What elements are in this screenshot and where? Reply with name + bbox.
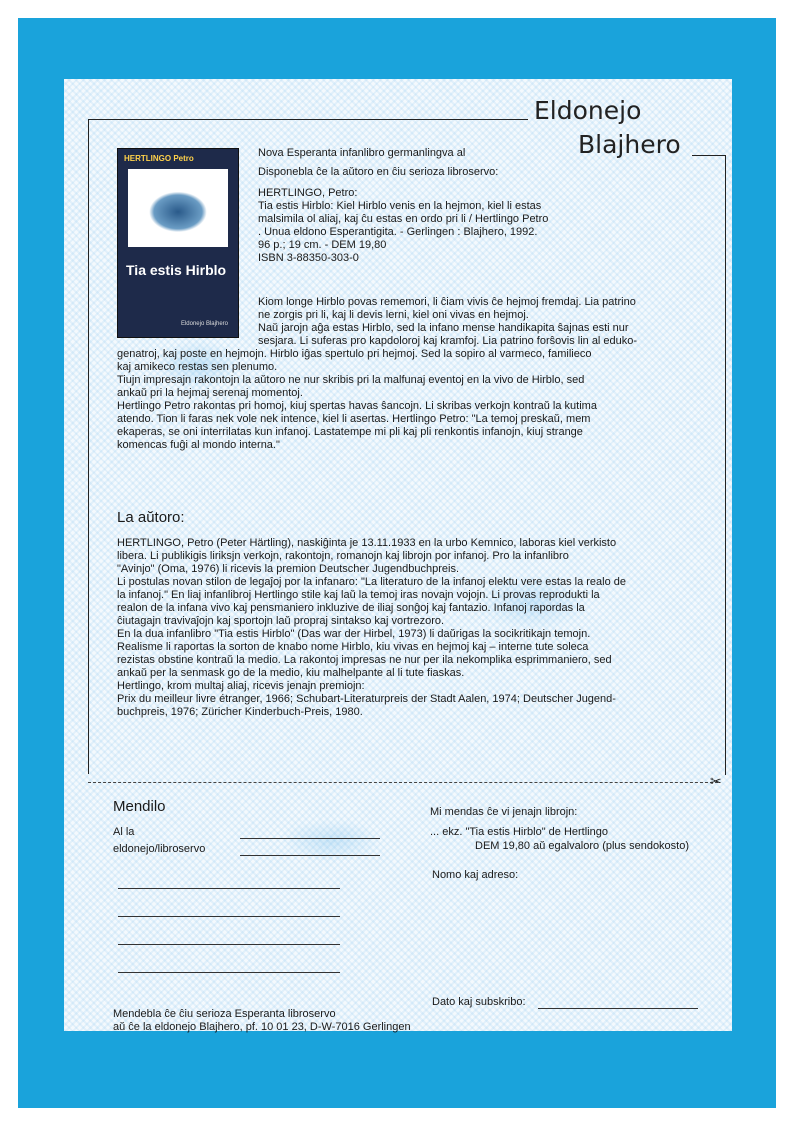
book-cover-author: HERTLINGO Petro [124,154,194,163]
book-cover [117,148,239,338]
author-line: Prix du meilleur livre étranger, 1966; Schubart-Literaturpreis der Stadt Aalen, 1974; Deutscher Jugend- [117,693,616,705]
box-line-top [88,119,528,120]
description-line: ankaŭ pri la hejmaj serenaj momentoj. [117,387,303,399]
bibliography-line: Tia estis Hirblo: Kiel Hirblo venis en la hejmon, kiel li estas [258,200,542,212]
signature-line[interactable] [538,1008,698,1009]
author-line: Realisme li raportas la sorton de knabo nome Hirblo, kiu vivas en hejmoj kaj – interne tute soleca [117,641,589,653]
address-line[interactable] [118,888,340,889]
publisher-name-line1: Eldonejo [534,96,642,125]
order-form-heading: Mendilo [113,798,166,815]
box-line-right-top [692,155,726,156]
order-line: Mi mendas ĉe vi jenajn librojn: [430,806,578,818]
bibliography-line: malsimila ol aliaj, kaj ĉu estas en ordo pri li / Hertlingo Petro [258,213,549,225]
address-line[interactable] [118,916,340,917]
intro-line: Nova Esperanta infanlibro germanlingva al [258,147,466,159]
author-line: HERTLINGO, Petro (Peter Härtling), naskiĝinta je 13.11.1933 en la urbo Kemnico, laboras kiel verkisto [117,537,617,549]
description-line: ne zorgis pri li, kaj li devis lerni, kiel oni vivas en hejmoj. [258,309,529,321]
order-to-label: Al la [113,826,135,838]
order-footer-line: aŭ ĉe la eldonejo Blajhero, pf. 10 01 23, D-W-7016 Gerlingen [113,1021,411,1033]
description-line: Naŭ jarojn aĝa estas Hirblo, sed la infano mense handikapita ŝajnas esti nur [258,322,629,334]
bibliography-line: HERTLINGO, Petro: [258,187,358,199]
author-line: la infanoj." En liaj infanlibroj Hertlingo stile kaj laŭ la temoj iras novajn vojojn. Li provas reprodukti la [117,589,600,601]
description-line: Tiujn impresajn rakontojn la aŭtoro ne nur skribis pri la malfunaj eventoj en la vivo de Hirblo, sed [117,374,585,386]
book-cover-illustration [128,169,228,247]
address-line[interactable] [118,944,340,945]
author-line: realon de la infana vivo kaj pensmaniero inkluzive de iliaj sonĝoj kaj fantazio. Infanoj rapordas la [117,602,585,614]
order-line: ... ekz. "Tia estis Hirblo" de Hertlingo [430,826,608,838]
description-line: Hertlingo Petro rakontas pri homoj, kiuj spertas havas ŝancojn. Li skribas verkojn kontraŭ la kutima [117,400,597,412]
description-line: Kiom longe Hirblo povas rememori, li ĉiam vivis ĉe hejmoj fremdaj. Lia patrino [258,296,636,308]
scissors-icon: ✂ [710,773,722,789]
bibliography-line: . Unua eldono Esperantigita. - Gerlingen : Blajhero, 1992. [258,226,538,238]
address-line[interactable] [240,855,380,856]
author-line: Li postulas novan stilon de legaĵoj por la infanaro: "La literaturo de la infanoj elektu vere estas la realo de [117,576,627,588]
description-line: ekaperas, se oni interrilatas kun infanoj. Lastatempe mi pli kaj pli renkontis infanojn, kiuj strange [117,426,583,438]
address-line[interactable] [240,838,380,839]
box-line-left [88,119,89,774]
intro-line: Disponebla ĉe la aŭtoro en ĉiu serioza libroservo: [258,166,499,178]
description-line: komencas fuĝi al mondo interna." [117,439,280,451]
author-line: Hertlingo, krom multaj aliaj, ricevis jenajn premiojn: [117,680,365,692]
book-cover-imprint: Eldonejo Blajhero [180,321,228,327]
date-signature-label: Dato kaj subskribo: [432,996,526,1008]
address-line[interactable] [118,972,340,973]
description-line: genatroj, kaj poste en hejmojn. Hirblo iĝas spertulo pri hejmoj. Sed la sopiro al varmeco, familieco [117,348,592,360]
description-line: atendo. Tion li faras nek vole nek intence, kiel li asertas. Hertlingo Petro: "La temoj preskaŭ, mem [117,413,591,425]
author-line: "Avinjo" (Oma, 1976) li ricevis la premion Deutscher Jugendbuchpreis. [117,563,460,575]
box-line-right [725,155,726,775]
name-address-label: Nomo kaj adreso: [432,869,519,881]
description-line: kaj amikeco restas sen plenumo. [117,361,278,373]
description-line: sesjara. Li suferas pro kapdoloroj kaj kramfoj. Lia patrino forŝovis lin al eduko- [258,335,638,347]
author-line: ĉiutagajn travivaĵojn kaj sportojn laŭ propraj sintakso kaj vortrezoro. [117,615,445,627]
bibliography-line: 96 p.; 19 cm. - DEM 19,80 [258,239,387,251]
cut-line [88,782,718,783]
author-heading: La aŭtoro: [117,509,185,526]
author-line: buchpreis, 1976; Züricher Kinderbuch-Preis, 1980. [117,706,363,718]
publisher-name-line2: Blajhero [578,130,681,159]
bibliography-line: ISBN 3-88350-303-0 [258,252,359,264]
author-line: ankaŭ per la senmask go de la medio, kiu malhelpante al li tute fiaskas. [117,667,465,679]
author-line: libera. Li publikigis liriksjn verkojn, rakontojn, romanojn kaj librojn por infanoj. Pro la infanlibro [117,550,569,562]
order-footer-line: Mendebla ĉe ĉiu serioza Esperanta libroservo [113,1008,336,1020]
book-cover-title: Tia estis Hirblo [126,262,227,278]
order-to-target: eldonejo/libroservo [113,843,206,855]
author-line: En la dua infanlibro "Tia estis Hirblo" (Das war der Hirbel, 1973) li daŭrigas la socikritikajn temojn. [117,628,591,640]
author-line: rezistas obstine kontraŭ la medio. La rakontoj impresas ne nur per ila nekomplika esprimmaniero, sed [117,654,612,666]
order-line: DEM 19,80 aŭ egalvaloro (plus sendokosto) [475,840,690,852]
